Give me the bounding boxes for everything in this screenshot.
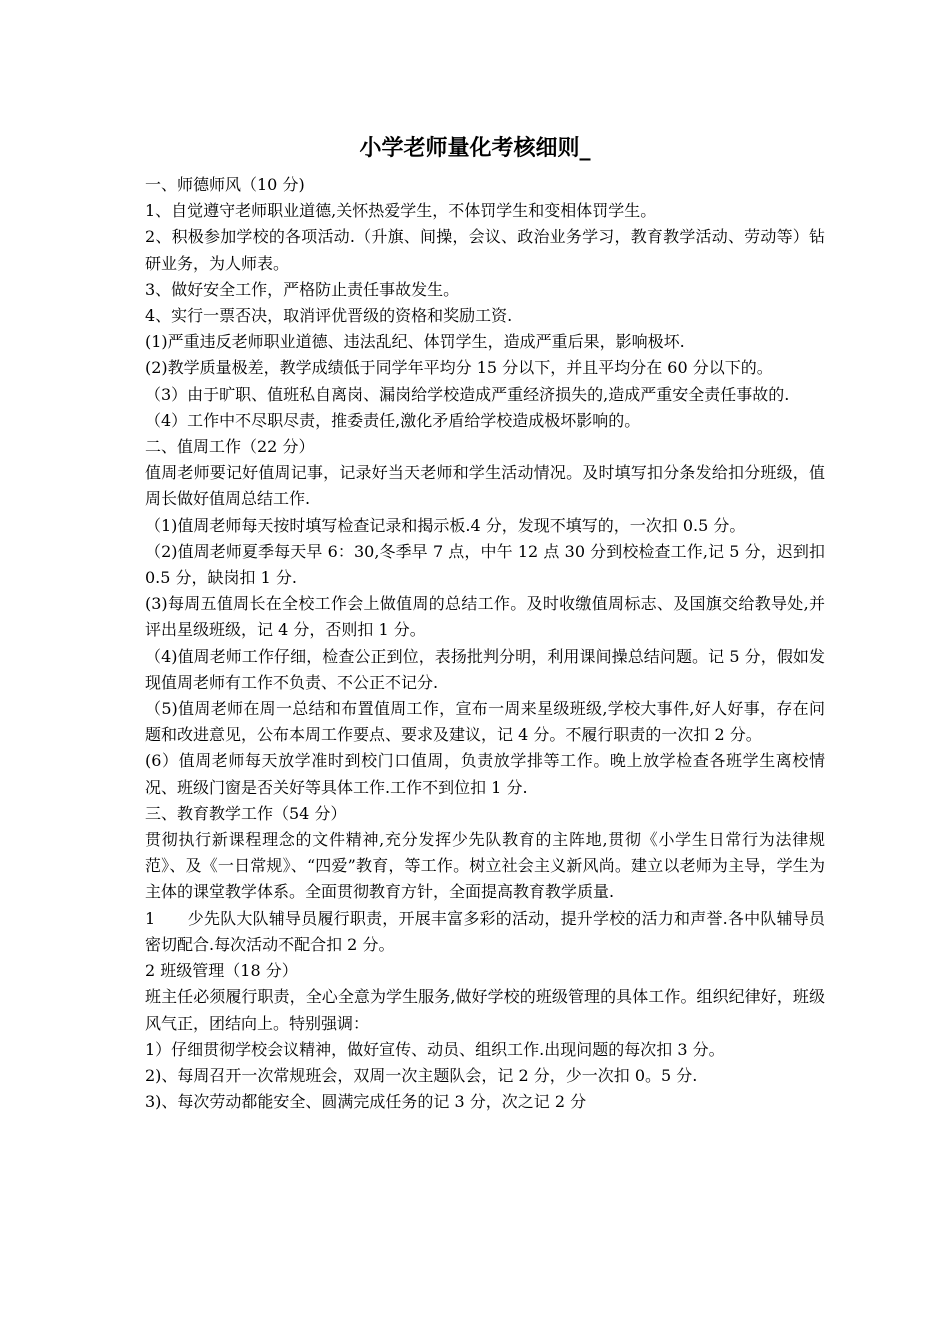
paragraph: 3、做好安全工作，严格防止责任事故发生。: [145, 279, 460, 299]
paragraph: 值周老师要记好值周记事，记录好当天老师和学生活动情况。及时填写扣分条发给扣分班级，值周长做好值周总结工作.: [145, 463, 825, 509]
paragraph: 班主任必须履行职责，全心全意为学生服务,做好学校的班级管理的具体工作。组织纪律好，班级风气正，团结向上。特别强调：: [145, 987, 825, 1033]
paragraph: （1)值周老师每天按时填写检查记录和揭示板.4 分，发现不填写的，一次扣 0.5 分。: [145, 515, 746, 535]
section-heading-duty-week: 二、值周工作（22 分）: [145, 437, 315, 457]
paragraph: (6）值周老师每天放学准时到校门口值周，负责放学排等工作。晚上放学检查各班学生离校情况、班级门窗是否关好等具体工作.工作不到位扣 1 分.: [145, 751, 825, 797]
document-body: [145, 172, 825, 1115]
paragraph: 1、自觉遵守老师职业道德,关怀热爱学生，不体罚学生和变相体罚学生。: [145, 201, 657, 221]
paragraph: （4）工作中不尽职尽责，推委责任,激化矛盾给学校造成极坏影响的。: [145, 410, 641, 430]
paragraph: (2)教学质量极差，教学成绩低于同学年平均分 15 分以下，并且平均分在 60 分以下的。: [145, 358, 773, 378]
paragraph: （3）由于旷职、值班私自离岗、漏岗给学校造成严重经济损失的,造成严重安全责任事故的.: [145, 384, 790, 404]
paragraph: 4、实行一票否决，取消评优晋级的资格和奖励工资.: [145, 306, 513, 326]
paragraph: 1）仔细贯彻学校会议精神，做好宣传、动员、组织工作.出现问题的每次扣 3 分。: [145, 1039, 725, 1059]
paragraph: 2)、每周召开一次常规班会，双周一次主题队会，记 2 分，少一次扣 0。5 分.: [145, 1065, 698, 1085]
paragraph: (1)严重违反老师职业道德、违法乱纪、体罚学生，造成严重后果，影响极坏.: [145, 332, 685, 352]
paragraph: 贯彻执行新课程理念的文件精神,充分发挥少先队教育的主阵地,贯彻《小学生日常行为法律规范》、及《一日常规》、“四爱”教育，等工作。树立社会主义新风尚。建立以老师为主导，学生为主体的课堂教学体系。全面贯彻教育方针，全面提高教育教学质量.: [145, 830, 825, 902]
paragraph: (3)每周五值周长在全校工作会上做值周的总结工作。及时收缴值周标志、及国旗交给教导处,并评出星级班级，记 4 分，否则扣 1 分。: [145, 594, 825, 640]
paragraph: （5)值周老师在周一总结和布置值周工作，宣布一周来星级班级,学校大事件,好人好事，存在问题和改进意见，公布本周工作要点、要求及建议，记 4 分。不履行职责的一次扣 2 分。: [145, 699, 825, 745]
section-heading-teaching: 三、教育教学工作（54 分）: [145, 803, 347, 823]
paragraph: 2、积极参加学校的各项活动.（升旗、间操，会议、政治业务学习，教育教学活动、劳动等）钻研业务，为人师表。: [145, 227, 825, 273]
document-title: 小学老师量化考核细则_: [359, 136, 591, 161]
paragraph: （2)值周老师夏季每天早 6：30,冬季早 7 点，中午 12 点 30 分到校检查工作,记 5 分，迟到扣 0.5 分，缺岗扣 1 分.: [145, 541, 825, 588]
section-heading-ethics: 一、师德师风（10 分): [145, 175, 305, 194]
paragraph: （4)值周老师工作仔细，检查公正到位，表扬批判分明，利用课间操总结问题。记 5 分，假如发现值周老师有工作不负责、不公正不记分.: [145, 646, 825, 692]
subsection-heading-class-management: 2 班级管理（18 分）: [145, 961, 298, 981]
paragraph: 1 少先队大队辅导员履行职责，开展丰富多彩的活动，提升学校的活力和声誉.各中队辅导员密切配合.每次活动不配合扣 2 分。: [145, 908, 825, 954]
paragraph: 3)、每次劳动都能安全、圆满完成任务的记 3 分，次之记 2 分: [145, 1092, 587, 1112]
